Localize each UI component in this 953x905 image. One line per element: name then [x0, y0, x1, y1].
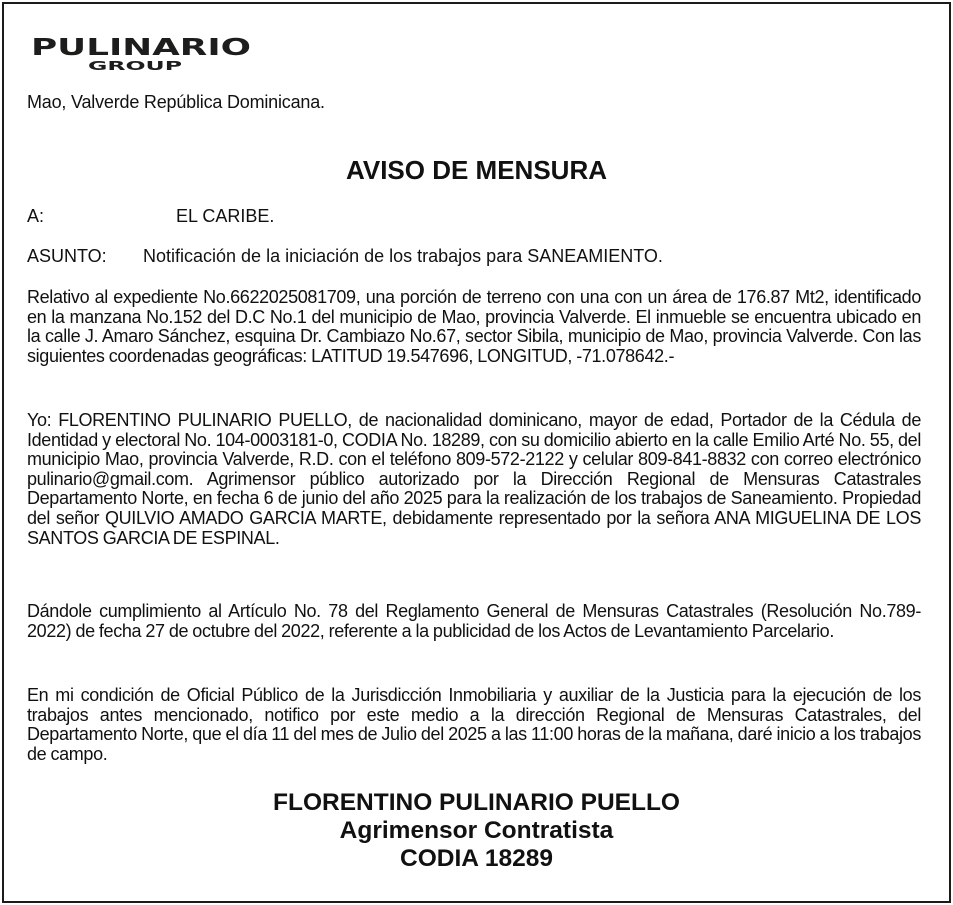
- location-line: Mao, Valverde República Dominicana.: [27, 92, 325, 112]
- signature-role: Agrimensor Contratista: [339, 817, 614, 844]
- recipient-label: A:: [27, 206, 45, 226]
- paragraph-legal-basis: Dándole cumplimiento al Artículo No. 78 del Reglamento General de Mensuras Catastrales (Resolución No.789-2022) de fecha 27 de octubre del 2022, referente a la publicidad de los Actos de Levantamiento Parcelario.: [27, 601, 921, 641]
- logo-subtitle: GROUP: [88, 59, 183, 73]
- paragraph-expediente: Relativo al expediente No.6622025081709, una porción de terreno con una con un área de 176.87 Mt2, identificado en la manzana No.152 del D.C No.1 del municipio de Mao, provincia Valverde. El inmueble se encuentra ubicado en la calle J. Amaro Sánchez, esquina Dr. Cambiazo No.67, sector Sibila, municipio de Mao, provincia Valverde. Con las siguientes coordenadas geográficas: LATITUD 19.547696, LONGITUD, -71.078642.-: [27, 287, 921, 366]
- paragraph-notification: En mi condición de Oficial Público de la Jurisdicción Inmobiliaria y auxiliar de la Justicia para la ejecución de los trabajos antes mencionado, notifico por este medio a la dirección Regional de Mensuras Catastrales, del Departamento Norte, que el día 11 del mes de Julio del 2025 a las 11:00 horas de la mañana, daré inicio a los trabajos de campo.: [27, 685, 921, 764]
- subject-row: [27, 246, 663, 267]
- signature-name: FLORENTINO PULINARIO PUELLO: [273, 789, 680, 816]
- subject-value: Notificación de la iniciación de los trabajos para SANEAMIENTO.: [143, 246, 663, 266]
- signature-block: [0, 789, 953, 873]
- signature-codia: CODIA 18289: [400, 845, 553, 872]
- pulinario-group-logo: [30, 33, 252, 73]
- paragraph-declarant: Yo: FLORENTINO PULINARIO PUELLO, de nacionalidad dominicano, mayor de edad, Portador de la Cédula de Identidad y electoral No. 104-0003181-0, CODIA No. 18289, con su domicilio abierto en la calle Emilio Arté No. 55, del municipio Mao, provincia Valverde, R.D. con el teléfono 809-572-2122 y celular 809-841-8832 con correo electrónico pulinario@gmail.com. Agrimensor público autorizado por la Dirección Regional de Mensuras Catastrales Departamento Norte, en fecha 6 de junio del año 2025 para la realización de los trabajos de Saneamiento. Propiedad del señor QUILVIO AMADO GARCIA MARTE, debidamente representado por la señora ANA MIGUELINA DE LOS SANTOS GARCIA DE ESPINAL.: [27, 410, 921, 548]
- logo-name: PULINARIO: [31, 33, 251, 61]
- notice-title: AVISO DE MENSURA: [346, 155, 607, 185]
- recipient-row: [27, 206, 274, 227]
- recipient-value: EL CARIBE.: [176, 206, 275, 226]
- subject-label: ASUNTO:: [27, 246, 107, 266]
